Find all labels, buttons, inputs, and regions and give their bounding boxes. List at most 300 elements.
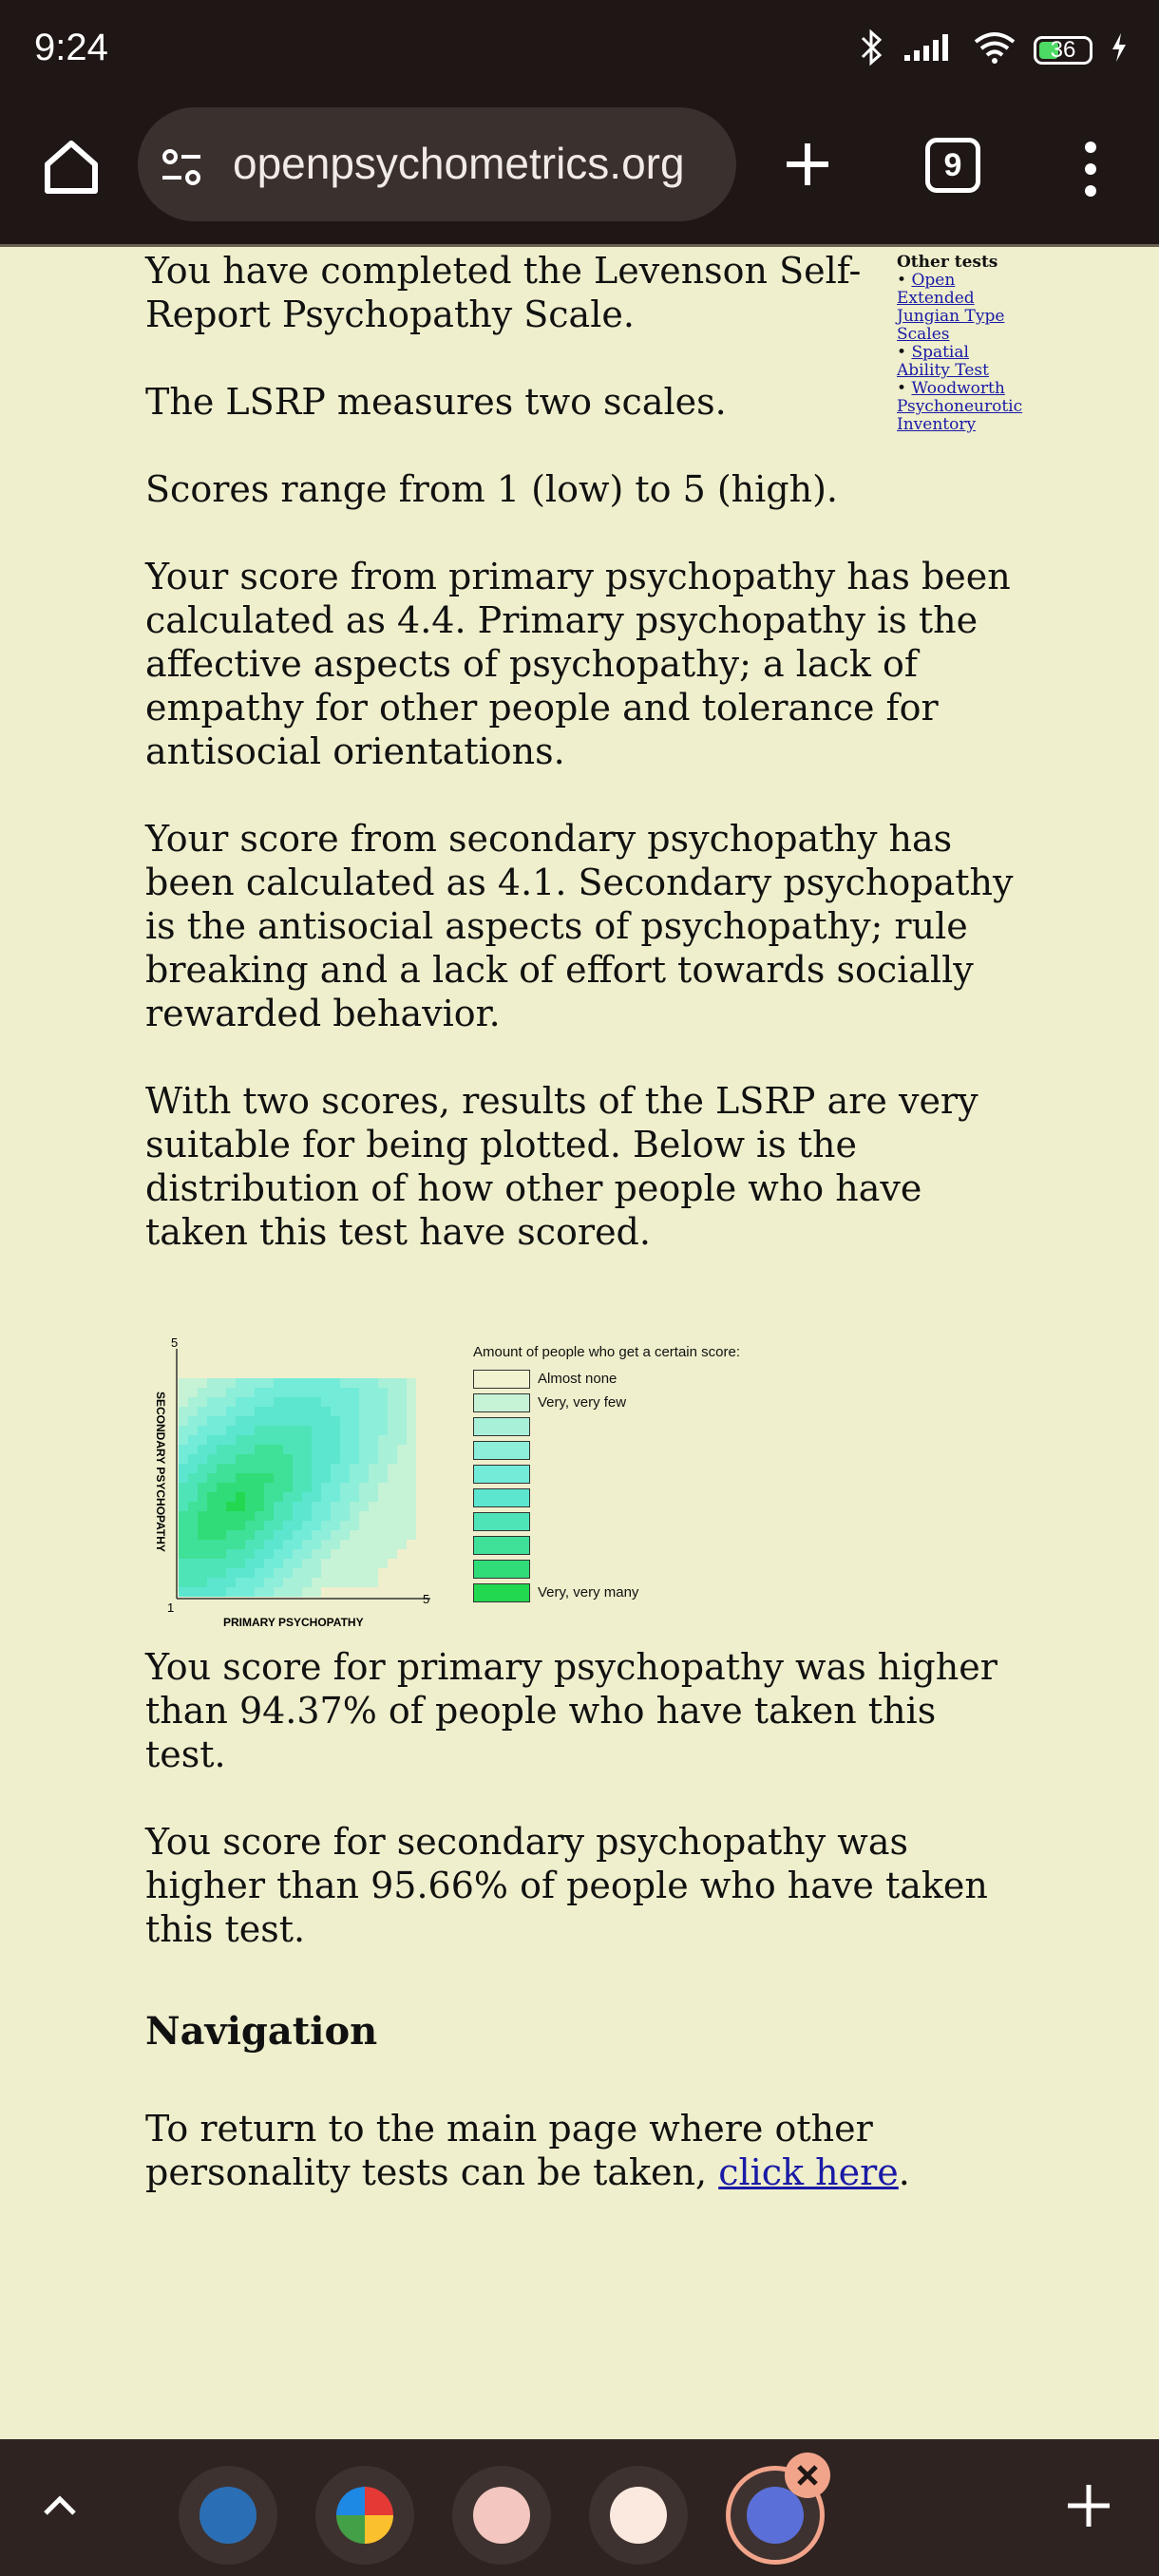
heatmap-cell <box>359 1388 369 1397</box>
heatmap-cell <box>245 1473 255 1483</box>
heatmap-cell <box>407 1407 416 1416</box>
heatmap-cell <box>312 1521 321 1530</box>
heatmap-cell <box>179 1492 188 1502</box>
heatmap-cell <box>179 1587 188 1597</box>
home-button[interactable] <box>38 134 104 200</box>
heatmap-cell <box>293 1388 302 1397</box>
heatmap-cell <box>283 1511 293 1521</box>
heatmap-cell <box>198 1559 207 1568</box>
heatmap-cell <box>350 1578 359 1587</box>
heatmap-cell <box>226 1578 236 1587</box>
heatmap-cell <box>188 1540 198 1549</box>
heatmap-cell <box>369 1426 378 1435</box>
heatmap-cell <box>321 1397 331 1407</box>
heatmap-cell <box>236 1492 245 1502</box>
heatmap-cell <box>350 1473 359 1483</box>
bottom-bar <box>0 2439 1159 2576</box>
heatmap-cell <box>264 1388 274 1397</box>
heatmap-cell <box>255 1445 264 1454</box>
heatmap-cell <box>397 1397 407 1407</box>
close-app-button[interactable] <box>785 2453 830 2498</box>
heatmap-cell <box>378 1454 388 1464</box>
heatmap-cell <box>312 1426 321 1435</box>
heatmap-cell <box>198 1426 207 1435</box>
heatmap-cell <box>274 1492 283 1502</box>
heatmap-cell <box>198 1378 207 1388</box>
heatmap-cell <box>378 1388 388 1397</box>
heatmap-cell <box>293 1530 302 1540</box>
heatmap-cell <box>350 1511 359 1521</box>
heatmap-cell <box>264 1511 274 1521</box>
heatmap-cell <box>255 1426 264 1435</box>
heatmap-cell <box>188 1568 198 1578</box>
heatmap-cell <box>188 1511 198 1521</box>
heatmap-cell <box>350 1483 359 1492</box>
heatmap-cell <box>331 1483 340 1492</box>
heatmap-cell <box>188 1435 198 1445</box>
heatmap-cell <box>274 1578 283 1587</box>
heatmap-cell <box>264 1407 274 1416</box>
heatmap-cell <box>359 1492 369 1502</box>
heatmap-cell <box>255 1416 264 1426</box>
heatmap-cell <box>188 1397 198 1407</box>
heatmap-cell <box>188 1445 198 1454</box>
heatmap-cell <box>340 1407 350 1416</box>
heatmap-cell <box>245 1435 255 1445</box>
heatmap-cell <box>179 1568 188 1578</box>
heatmap-cell <box>283 1388 293 1397</box>
heatmap-cell <box>302 1407 312 1416</box>
heatmap-cell <box>407 1378 416 1388</box>
heatmap-cell <box>236 1454 245 1464</box>
heatmap-cell <box>245 1587 255 1597</box>
heatmap-cell <box>369 1378 378 1388</box>
heatmap-cell <box>179 1378 188 1388</box>
heatmap-cell <box>264 1483 274 1492</box>
heatmap-cell <box>331 1559 340 1568</box>
legend-title: Amount of people who get a certain score: <box>473 1344 741 1360</box>
dots-app[interactable] <box>452 2466 551 2565</box>
heatmap-cell <box>255 1397 264 1407</box>
heatmap-cell <box>274 1426 283 1435</box>
heatmap-cell <box>331 1511 340 1521</box>
heatmap-cell <box>207 1426 217 1435</box>
heatmap-cell <box>350 1530 359 1540</box>
address-bar[interactable] <box>138 107 736 221</box>
heatmap-cell <box>188 1378 198 1388</box>
heatmap-cell <box>407 1492 416 1502</box>
heatmap-cell <box>245 1388 255 1397</box>
heatmap-cell <box>340 1473 350 1483</box>
heatmap-cell <box>340 1568 350 1578</box>
heatmap-cell <box>388 1483 397 1492</box>
heatmap-cell <box>274 1587 283 1597</box>
heatmap-cell <box>407 1416 416 1426</box>
link-open-extended-jungian[interactable]: Open Extended Jungian Type Scales <box>897 271 1005 344</box>
heatmap-cell <box>217 1568 226 1578</box>
heatmap-cell <box>369 1511 378 1521</box>
heatmap-cell <box>236 1483 245 1492</box>
heatmap-cell <box>340 1540 350 1549</box>
heatmap-cell <box>236 1549 245 1559</box>
add-app-button[interactable] <box>1064 2481 1113 2534</box>
heatmap-cell <box>274 1483 283 1492</box>
heatmap-cell <box>293 1397 302 1407</box>
heatmap-cell <box>207 1578 217 1587</box>
heatmap-cell <box>207 1492 217 1502</box>
heatmap-cell <box>321 1511 331 1521</box>
heatmap-cell <box>340 1388 350 1397</box>
heatmap-cell <box>226 1521 236 1530</box>
heatmap-cell <box>207 1473 217 1483</box>
heatmap-cell <box>359 1559 369 1568</box>
new-tab-button[interactable] <box>779 136 836 193</box>
heatmap-cell <box>207 1445 217 1454</box>
secondary-score-text: Your score from secondary psychopathy has been calculated as 4.1. Secondary psychopathy is the antisocial aspects of psychopathy; rule breaking and a lack of effort towards socially rewarded behavior. <box>145 818 1014 1034</box>
heatmap-cell <box>321 1578 331 1587</box>
heatmap-cell <box>293 1416 302 1426</box>
heatmap-cell <box>321 1521 331 1530</box>
heatmap-cell <box>198 1445 207 1454</box>
heatmap-cell <box>321 1473 331 1483</box>
heatmap-cell <box>312 1511 321 1521</box>
heatmap-cell <box>359 1454 369 1464</box>
heatmap-cell <box>302 1426 312 1435</box>
heatmap-cell <box>255 1435 264 1445</box>
heatmap-cell <box>397 1492 407 1502</box>
heatmap-cell <box>179 1464 188 1473</box>
legend-swatch <box>473 1465 530 1484</box>
heatmap-cell <box>207 1530 217 1540</box>
heatmap-cell <box>198 1511 207 1521</box>
heatmap-cell <box>179 1397 188 1407</box>
heatmap-cell <box>255 1540 264 1549</box>
heatmap-cell <box>312 1502 321 1511</box>
heatmap-cell <box>369 1388 378 1397</box>
heatmap-cell <box>283 1454 293 1464</box>
status-icons <box>857 28 1129 71</box>
heatmap-cell <box>369 1473 378 1483</box>
heatmap-cell <box>340 1530 350 1540</box>
heatmap-cell <box>350 1435 359 1445</box>
heatmap-cell <box>179 1578 188 1587</box>
legend-swatch <box>473 1441 530 1460</box>
heatmap-cell <box>359 1483 369 1492</box>
heatmap-cell <box>188 1492 198 1502</box>
heatmap-cell <box>331 1549 340 1559</box>
plus-icon <box>1064 2481 1113 2530</box>
heatmap-cell <box>207 1416 217 1426</box>
heatmap-cell <box>264 1578 274 1587</box>
heatmap-cell <box>359 1407 369 1416</box>
heatmap-cell <box>236 1407 245 1416</box>
heatmap-cell <box>245 1559 255 1568</box>
heatmap-cell <box>236 1511 245 1521</box>
heatmap-cell <box>293 1568 302 1578</box>
heatmap-cell <box>198 1454 207 1464</box>
heatmap-cell <box>255 1530 264 1540</box>
heatmap-cell <box>388 1378 397 1388</box>
tab-switcher-button[interactable]: 9 <box>925 138 980 193</box>
heatmap-cell <box>340 1435 350 1445</box>
heatmap-cell <box>245 1454 255 1464</box>
heatmap-cell <box>226 1483 236 1492</box>
heatmap-cell <box>245 1464 255 1473</box>
heatmap-cell <box>407 1530 416 1540</box>
heatmap-cell <box>207 1559 217 1568</box>
x-tick-max: 5 <box>423 1592 430 1606</box>
status-bar <box>0 0 1159 100</box>
heatmap-cell <box>302 1454 312 1464</box>
heatmap-cell <box>255 1502 264 1511</box>
heatmap-cell <box>255 1464 264 1473</box>
colorful-app[interactable] <box>315 2466 414 2565</box>
heatmap-cell <box>283 1435 293 1445</box>
heatmap-cell <box>283 1378 293 1388</box>
heatmap-cell <box>321 1549 331 1559</box>
heatmap-cell <box>397 1502 407 1511</box>
distribution-chart <box>145 1330 772 1634</box>
heatmap-cell <box>321 1407 331 1416</box>
heatmap-cell <box>350 1521 359 1530</box>
heatmap-cell <box>331 1388 340 1397</box>
battery-level: 36 <box>1050 36 1076 63</box>
heatmap-cell <box>179 1483 188 1492</box>
lightning-app[interactable] <box>589 2466 688 2565</box>
x-axis-label: PRIMARY PSYCHOPATHY <box>223 1616 364 1629</box>
heatmap-cell <box>207 1483 217 1492</box>
y-tick-min: 1 <box>167 1601 175 1615</box>
legend-swatch <box>473 1512 530 1531</box>
heatmap-cell <box>312 1587 321 1597</box>
heatmap-cell <box>312 1559 321 1568</box>
heatmap-cell <box>264 1540 274 1549</box>
heatmap-cell <box>331 1473 340 1483</box>
heatmap-cell <box>312 1492 321 1502</box>
scales-text: The LSRP measures two scales. <box>145 381 727 423</box>
heatmap-cell <box>236 1378 245 1388</box>
heatmap-cell <box>369 1464 378 1473</box>
heatmap-cell <box>226 1473 236 1483</box>
heatmap-cell <box>407 1473 416 1483</box>
heatmap-cell <box>321 1483 331 1492</box>
heatmap-cell <box>274 1540 283 1549</box>
heatmap-cell <box>207 1435 217 1445</box>
heatmap-cell <box>397 1464 407 1473</box>
wifi-icon <box>973 30 1016 69</box>
heatmap-cell <box>350 1568 359 1578</box>
home-icon <box>38 134 104 200</box>
heatmap-cell <box>378 1416 388 1426</box>
heatmap-cell <box>217 1464 226 1473</box>
heatmap-cell <box>331 1426 340 1435</box>
heatmap-cell <box>198 1435 207 1445</box>
heatmap-cell <box>188 1587 198 1597</box>
heatmap-cell <box>302 1521 312 1530</box>
link-woodworth[interactable]: Woodworth Psychoneurotic Inventory <box>897 379 1023 434</box>
heatmap-cell <box>274 1378 283 1388</box>
heatmap-cell <box>264 1473 274 1483</box>
heatmap-cell <box>198 1540 207 1549</box>
heatmap-cell <box>179 1511 188 1521</box>
heatmap-cell <box>378 1426 388 1435</box>
heatmap-cell <box>359 1378 369 1388</box>
heatmap-cell <box>293 1445 302 1454</box>
heatmap-cell <box>207 1464 217 1473</box>
more-options-button[interactable] <box>1074 136 1108 202</box>
heatmap-cell <box>274 1445 283 1454</box>
heatmap-cell <box>255 1568 264 1578</box>
heatmap-cell <box>369 1445 378 1454</box>
heatmap-cell <box>274 1502 283 1511</box>
heatmap-cell <box>274 1416 283 1426</box>
results-content <box>145 249 1019 1254</box>
heatmap-cell <box>217 1435 226 1445</box>
heatmap-cell <box>207 1388 217 1397</box>
heatmap-cell <box>207 1454 217 1464</box>
heatmap-cell <box>293 1578 302 1587</box>
heatmap-cell <box>264 1502 274 1511</box>
heatmap-cell <box>350 1378 359 1388</box>
heatmap-cell <box>255 1454 264 1464</box>
heatmap-cell <box>236 1578 245 1587</box>
heatmap-cell <box>331 1464 340 1473</box>
heatmap-cell <box>312 1435 321 1445</box>
click-here-link[interactable]: click here <box>718 2151 899 2193</box>
expand-button[interactable] <box>38 2487 82 2529</box>
heatmap-cell <box>359 1502 369 1511</box>
heatmap-cell <box>378 1530 388 1540</box>
heatmap-cell <box>198 1407 207 1416</box>
heatmap-cell <box>226 1435 236 1445</box>
heatmap-cell <box>236 1530 245 1540</box>
heatmap-cell <box>407 1464 416 1473</box>
heatmap-cell <box>264 1549 274 1559</box>
legend-label: Very, very many <box>538 1584 639 1601</box>
heatmap-cell <box>245 1397 255 1407</box>
heatmap-cell <box>245 1521 255 1530</box>
heatmap-cell <box>312 1397 321 1407</box>
heatmap-cell <box>359 1568 369 1578</box>
heatmap-cell <box>217 1473 226 1483</box>
heatmap-cell <box>264 1530 274 1540</box>
heatmap-cell <box>359 1521 369 1530</box>
heatmap-cell <box>255 1559 264 1568</box>
heatmap-cell <box>226 1540 236 1549</box>
heatmap-cell <box>198 1521 207 1530</box>
heatmap-cell <box>274 1454 283 1464</box>
heatmap-cell <box>378 1407 388 1416</box>
link-spatial-ability[interactable]: Spatial Ability Test <box>897 343 989 380</box>
heatmap-cell <box>207 1521 217 1530</box>
heatmap-cell <box>369 1407 378 1416</box>
heatmap-cell <box>312 1445 321 1454</box>
heatmap-cell <box>321 1540 331 1549</box>
heatmap-cell <box>264 1464 274 1473</box>
heatmap-cell <box>255 1587 264 1597</box>
heatmap-cell <box>378 1445 388 1454</box>
heatmap-cell <box>359 1530 369 1540</box>
completion-text: You have completed the Levenson Self-Report Psychopathy Scale. <box>145 250 862 335</box>
heatmap-cell <box>236 1435 245 1445</box>
heatmap-cell <box>321 1445 331 1454</box>
heatmap-cell <box>245 1445 255 1454</box>
heatmap-cell <box>198 1549 207 1559</box>
heatmap-cell <box>331 1397 340 1407</box>
heatmap-cell <box>350 1407 359 1416</box>
heatmap-cell <box>340 1416 350 1426</box>
kebab-menu-icon <box>1074 136 1108 202</box>
heatmap-cell <box>226 1568 236 1578</box>
heatmap-cell <box>179 1416 188 1426</box>
heatmap-cell <box>312 1473 321 1483</box>
heatmap-cell <box>198 1492 207 1502</box>
heatmap-cell <box>331 1530 340 1540</box>
heatmap-cell <box>283 1540 293 1549</box>
heatmap-cell <box>302 1511 312 1521</box>
heatmap-cell <box>283 1407 293 1416</box>
heatmap-cell <box>340 1464 350 1473</box>
primary-percentile-text: You score for primary psychopathy was higher than 94.37% of people who have taken this test. <box>145 1646 998 1775</box>
heatmap-cell <box>226 1445 236 1454</box>
heatmap-cell <box>264 1568 274 1578</box>
heatmap-cell <box>293 1426 302 1435</box>
y-axis-label: SECONDARY PSYCHOPATHY <box>154 1392 167 1552</box>
heatmap-cell <box>331 1454 340 1464</box>
heatmap-cell <box>350 1454 359 1464</box>
heatmap-cell <box>198 1578 207 1587</box>
heatmap-cell <box>245 1568 255 1578</box>
heatmap-cell <box>369 1568 378 1578</box>
heatmap-cell <box>198 1416 207 1426</box>
heatmap-cell <box>236 1397 245 1407</box>
heatmap-cell <box>369 1454 378 1464</box>
heatmap-cell <box>274 1388 283 1397</box>
heatmap-cell <box>226 1397 236 1407</box>
navigation-heading: Navigation <box>145 2009 378 2054</box>
heatmap-cell <box>283 1559 293 1568</box>
url-text: openpsychometrics.org <box>233 139 685 188</box>
heatmap-cell <box>245 1483 255 1492</box>
heatmap-cell <box>245 1530 255 1540</box>
heatmap-cell <box>274 1559 283 1568</box>
heatmap-cell <box>217 1454 226 1464</box>
browser-toolbar <box>0 100 1159 247</box>
heatmap-cell <box>302 1416 312 1426</box>
heatmap-cell <box>236 1559 245 1568</box>
heatmap-cell <box>188 1483 198 1492</box>
heatmap-cell <box>207 1540 217 1549</box>
close-icon <box>785 2453 830 2498</box>
heatmap-cell <box>331 1502 340 1511</box>
heatmap-cell <box>255 1521 264 1530</box>
heatmap-cell <box>369 1435 378 1445</box>
legend-swatch <box>473 1417 530 1436</box>
site-settings-icon[interactable] <box>159 143 206 191</box>
heatmap-cell <box>264 1445 274 1454</box>
tc-app[interactable] <box>179 2466 277 2565</box>
heatmap-cell <box>312 1416 321 1426</box>
heatmap-cell <box>340 1378 350 1388</box>
heatmap-cell <box>217 1426 226 1435</box>
heatmap-cell <box>388 1530 397 1540</box>
heatmap-cell <box>302 1559 312 1568</box>
heatmap-cell <box>283 1473 293 1483</box>
heatmap-cell <box>340 1445 350 1454</box>
heatmap-cell <box>188 1416 198 1426</box>
heatmap-cell <box>340 1492 350 1502</box>
heatmap-cell <box>207 1511 217 1521</box>
